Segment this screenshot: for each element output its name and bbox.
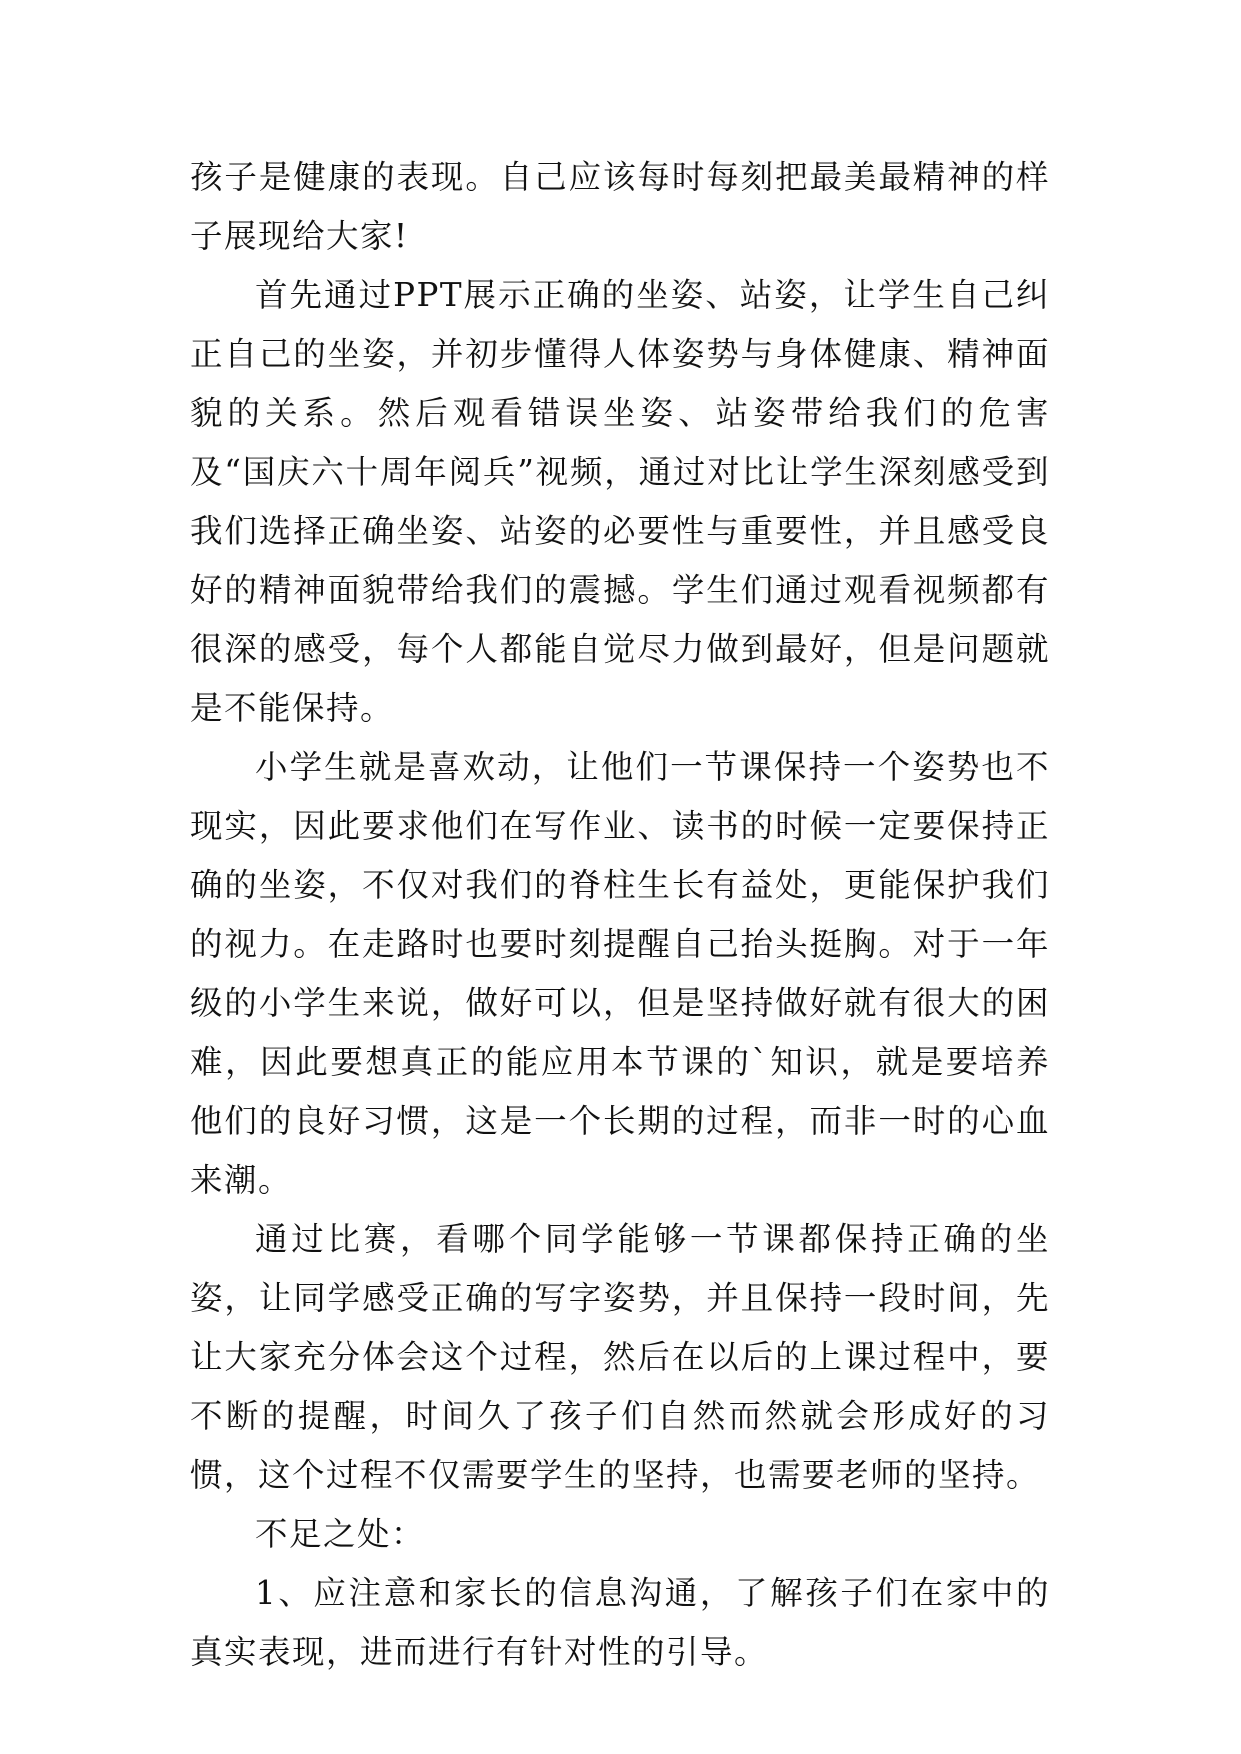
document-body [190, 148, 1050, 1682]
paragraph-habits: 小学生就是喜欢动，让他们一节课保持一个姿势也不现实，因此要求他们在写作业、读书的时候一定要保持正确的坐姿，不仅对我们的脊柱生长有益处，更能保护我们的视力。在走路时也要时刻提醒自己抬头挺胸。对于一年级的小学生来说，做好可以，但是坚持做好就有很大的困难，因此要想真正的能应用本节课的`知识，就是要培养他们的良好习惯，这是一个长期的过程，而非一时的心血来潮。 [190, 748, 1050, 1199]
paragraph-ppt-demonstration: 首先通过PPT展示正确的坐姿、站姿，让学生自己纠正自己的坐姿，并初步懂得人体姿势与身体健康、精神面貌的关系。然后观看错误坐姿、站姿带给我们的危害及“国庆六十周年阅兵”视频，通过对比让学生深刻感受到我们选择正确坐姿、站姿的必要性与重要性，并且感受良好的精神面貌带给我们的震撼。学生们通过观看视频都有很深的感受，每个人都能自觉尽力做到最好，但是问题就是不能保持。 [190, 276, 1050, 727]
paragraph-continuation: 孩子是健康的表现。自己应该每时每刻把最美最精神的样子展现给大家! [190, 158, 1050, 255]
heading-shortcomings: 不足之处： [255, 1515, 426, 1553]
list-item-1: 1、应注意和家长的信息沟通，了解孩子们在家中的真实表现，进而进行有针对性的引导。 [190, 1574, 1050, 1671]
paragraph-competition: 通过比赛，看哪个同学能够一节课都保持正确的坐姿，让同学感受正确的写字姿势，并且保持一段时间，先让大家充分体会这个过程，然后在以后的上课过程中，要不断的提醒，时间久了孩子们自然而然就会形成好的习惯，这个过程不仅需要学生的坚持，也需要老师的坚持。 [190, 1220, 1050, 1494]
